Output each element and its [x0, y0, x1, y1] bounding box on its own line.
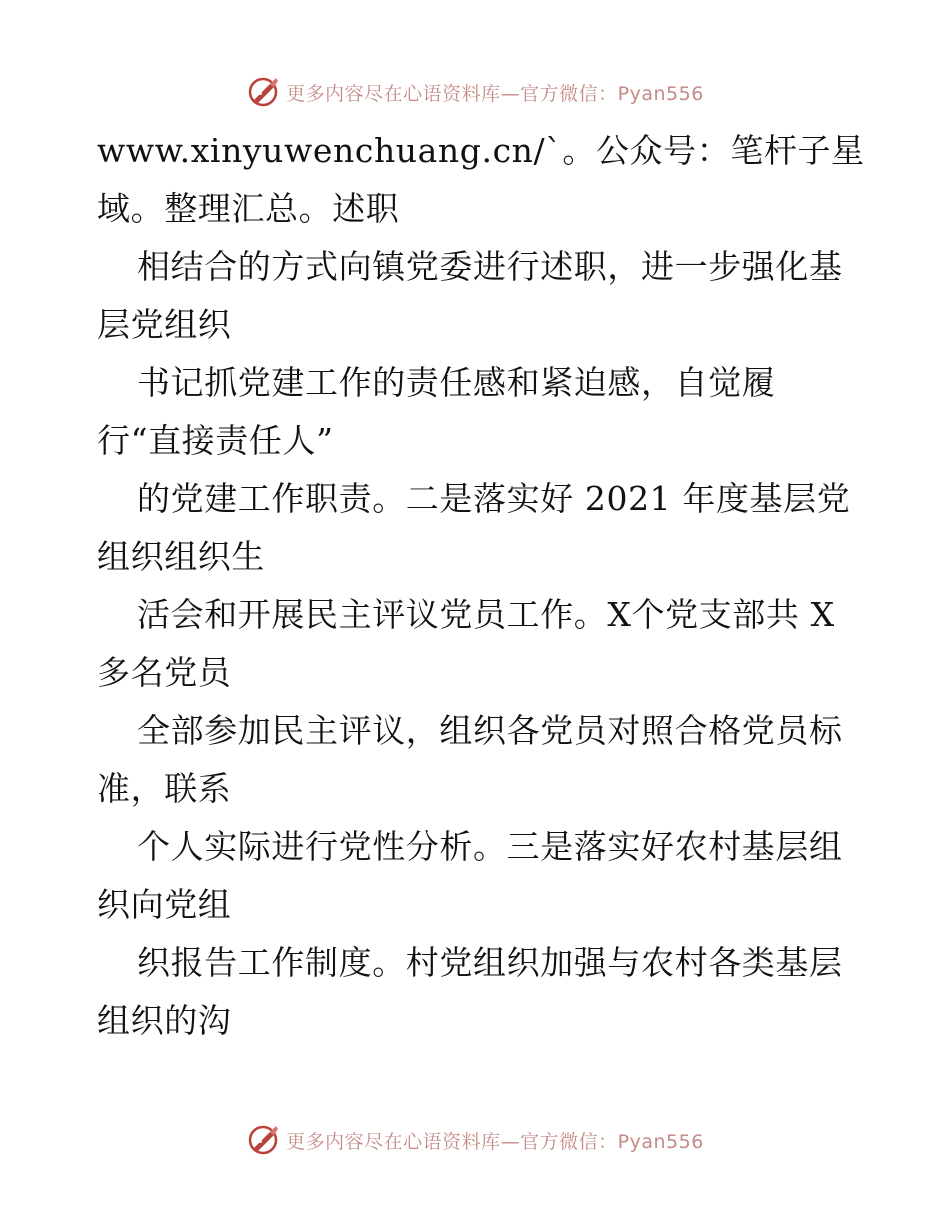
- footer-banner-text: 更多内容尽在心语资料库—官方微信：Pyan556: [286, 1130, 704, 1153]
- pen-circle-logo-icon: [246, 74, 282, 110]
- text-line: 层党组织: [97, 305, 232, 344]
- text-line: 相结合的方式向镇党委进行述职，进一步强化基: [137, 247, 843, 286]
- text-line: 准，联系: [97, 769, 232, 808]
- text-line: 个人实际进行党性分析。三是落实好农村基层组: [137, 827, 843, 866]
- text-line: 的党建工作职责。二是落实好 2021 年度基层党: [137, 479, 851, 518]
- document-body: [97, 122, 877, 1050]
- text-line: www.xinyuwenchuang.cn/`。公众号：笔杆子星: [97, 131, 865, 170]
- text-line: 多名党员: [97, 653, 232, 692]
- text-line: 域。整理汇总。述职: [97, 189, 400, 228]
- text-line: 全部参加民主评议，组织各党员对照合格党员标: [137, 711, 843, 750]
- text-line: 组织组织生: [97, 537, 265, 576]
- text-line: 活会和开展民主评议党员工作。X个党支部共 X: [137, 595, 835, 634]
- text-line: 织报告工作制度。村党组织加强与农村各类基层: [137, 943, 843, 982]
- text-line: 行“直接责任人”: [97, 421, 334, 460]
- text-line: 组织的沟: [97, 1001, 232, 1040]
- pen-circle-logo-icon: [246, 1122, 282, 1158]
- text-line: 书记抓党建工作的责任感和紧迫感，自觉履: [137, 363, 776, 402]
- footer-banner: [0, 1120, 950, 1160]
- header-banner: [0, 72, 950, 112]
- header-banner-text: 更多内容尽在心语资料库—官方微信：Pyan556: [286, 82, 704, 105]
- text-line: 织向党组: [97, 885, 232, 924]
